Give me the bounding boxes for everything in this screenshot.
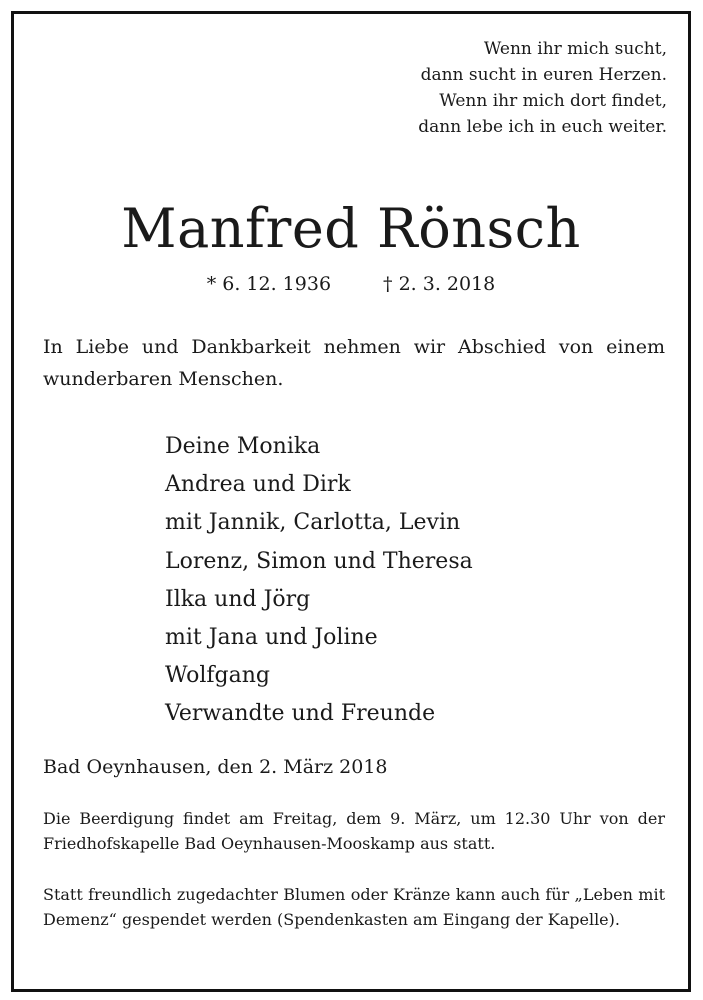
obituary-notice <box>11 11 691 992</box>
mourner-entry: Ilka und Jörg <box>165 586 311 612</box>
poem-line: Wenn ihr mich dort findet, <box>439 91 667 111</box>
death-date: † 2. 3. 2018 <box>383 273 496 295</box>
mourner-entry: mit Jannik, Carlotta, Levin <box>165 510 461 536</box>
mourner-entry: mit Jana und Joline <box>165 625 378 651</box>
poem-line: dann sucht in euren Herzen. <box>420 65 667 85</box>
deceased-name: Manfred Rönsch <box>121 197 581 260</box>
place-and-date: Bad Oeynhausen, den 2. März 2018 <box>43 756 388 778</box>
mourners-list <box>165 428 473 734</box>
mourner-entry: Verwandte und Freunde <box>165 701 436 727</box>
mourner-entry: Wolfgang <box>165 663 270 689</box>
farewell-text: In Liebe und Dankbarkeit nehmen wir Abschied von einem wunderbaren Menschen. <box>43 336 665 390</box>
mourner-entry: Lorenz, Simon und Theresa <box>165 548 473 574</box>
funeral-info: Die Beerdigung findet am Freitag, dem 9. März, um 12.30 Uhr von der Friedhofskapelle Bad Oeynhausen-Mooskamp aus statt. <box>43 809 665 853</box>
life-dates <box>14 270 688 298</box>
mourner-entry: Andrea und Dirk <box>165 472 351 498</box>
donation-info: Statt freundlich zugedachter Blumen oder Kränze kann auch für „Leben mit Demenz“ gespendet werden (Spendenkasten am Eingang der Kapelle). <box>43 885 665 929</box>
poem-line: Wenn ihr mich sucht, <box>483 39 667 59</box>
mourner-entry: Deine Monika <box>165 434 321 459</box>
poem-line: dann lebe ich in euch weiter. <box>418 117 667 137</box>
poem <box>418 36 667 140</box>
birth-date: * 6. 12. 1936 <box>206 273 332 295</box>
